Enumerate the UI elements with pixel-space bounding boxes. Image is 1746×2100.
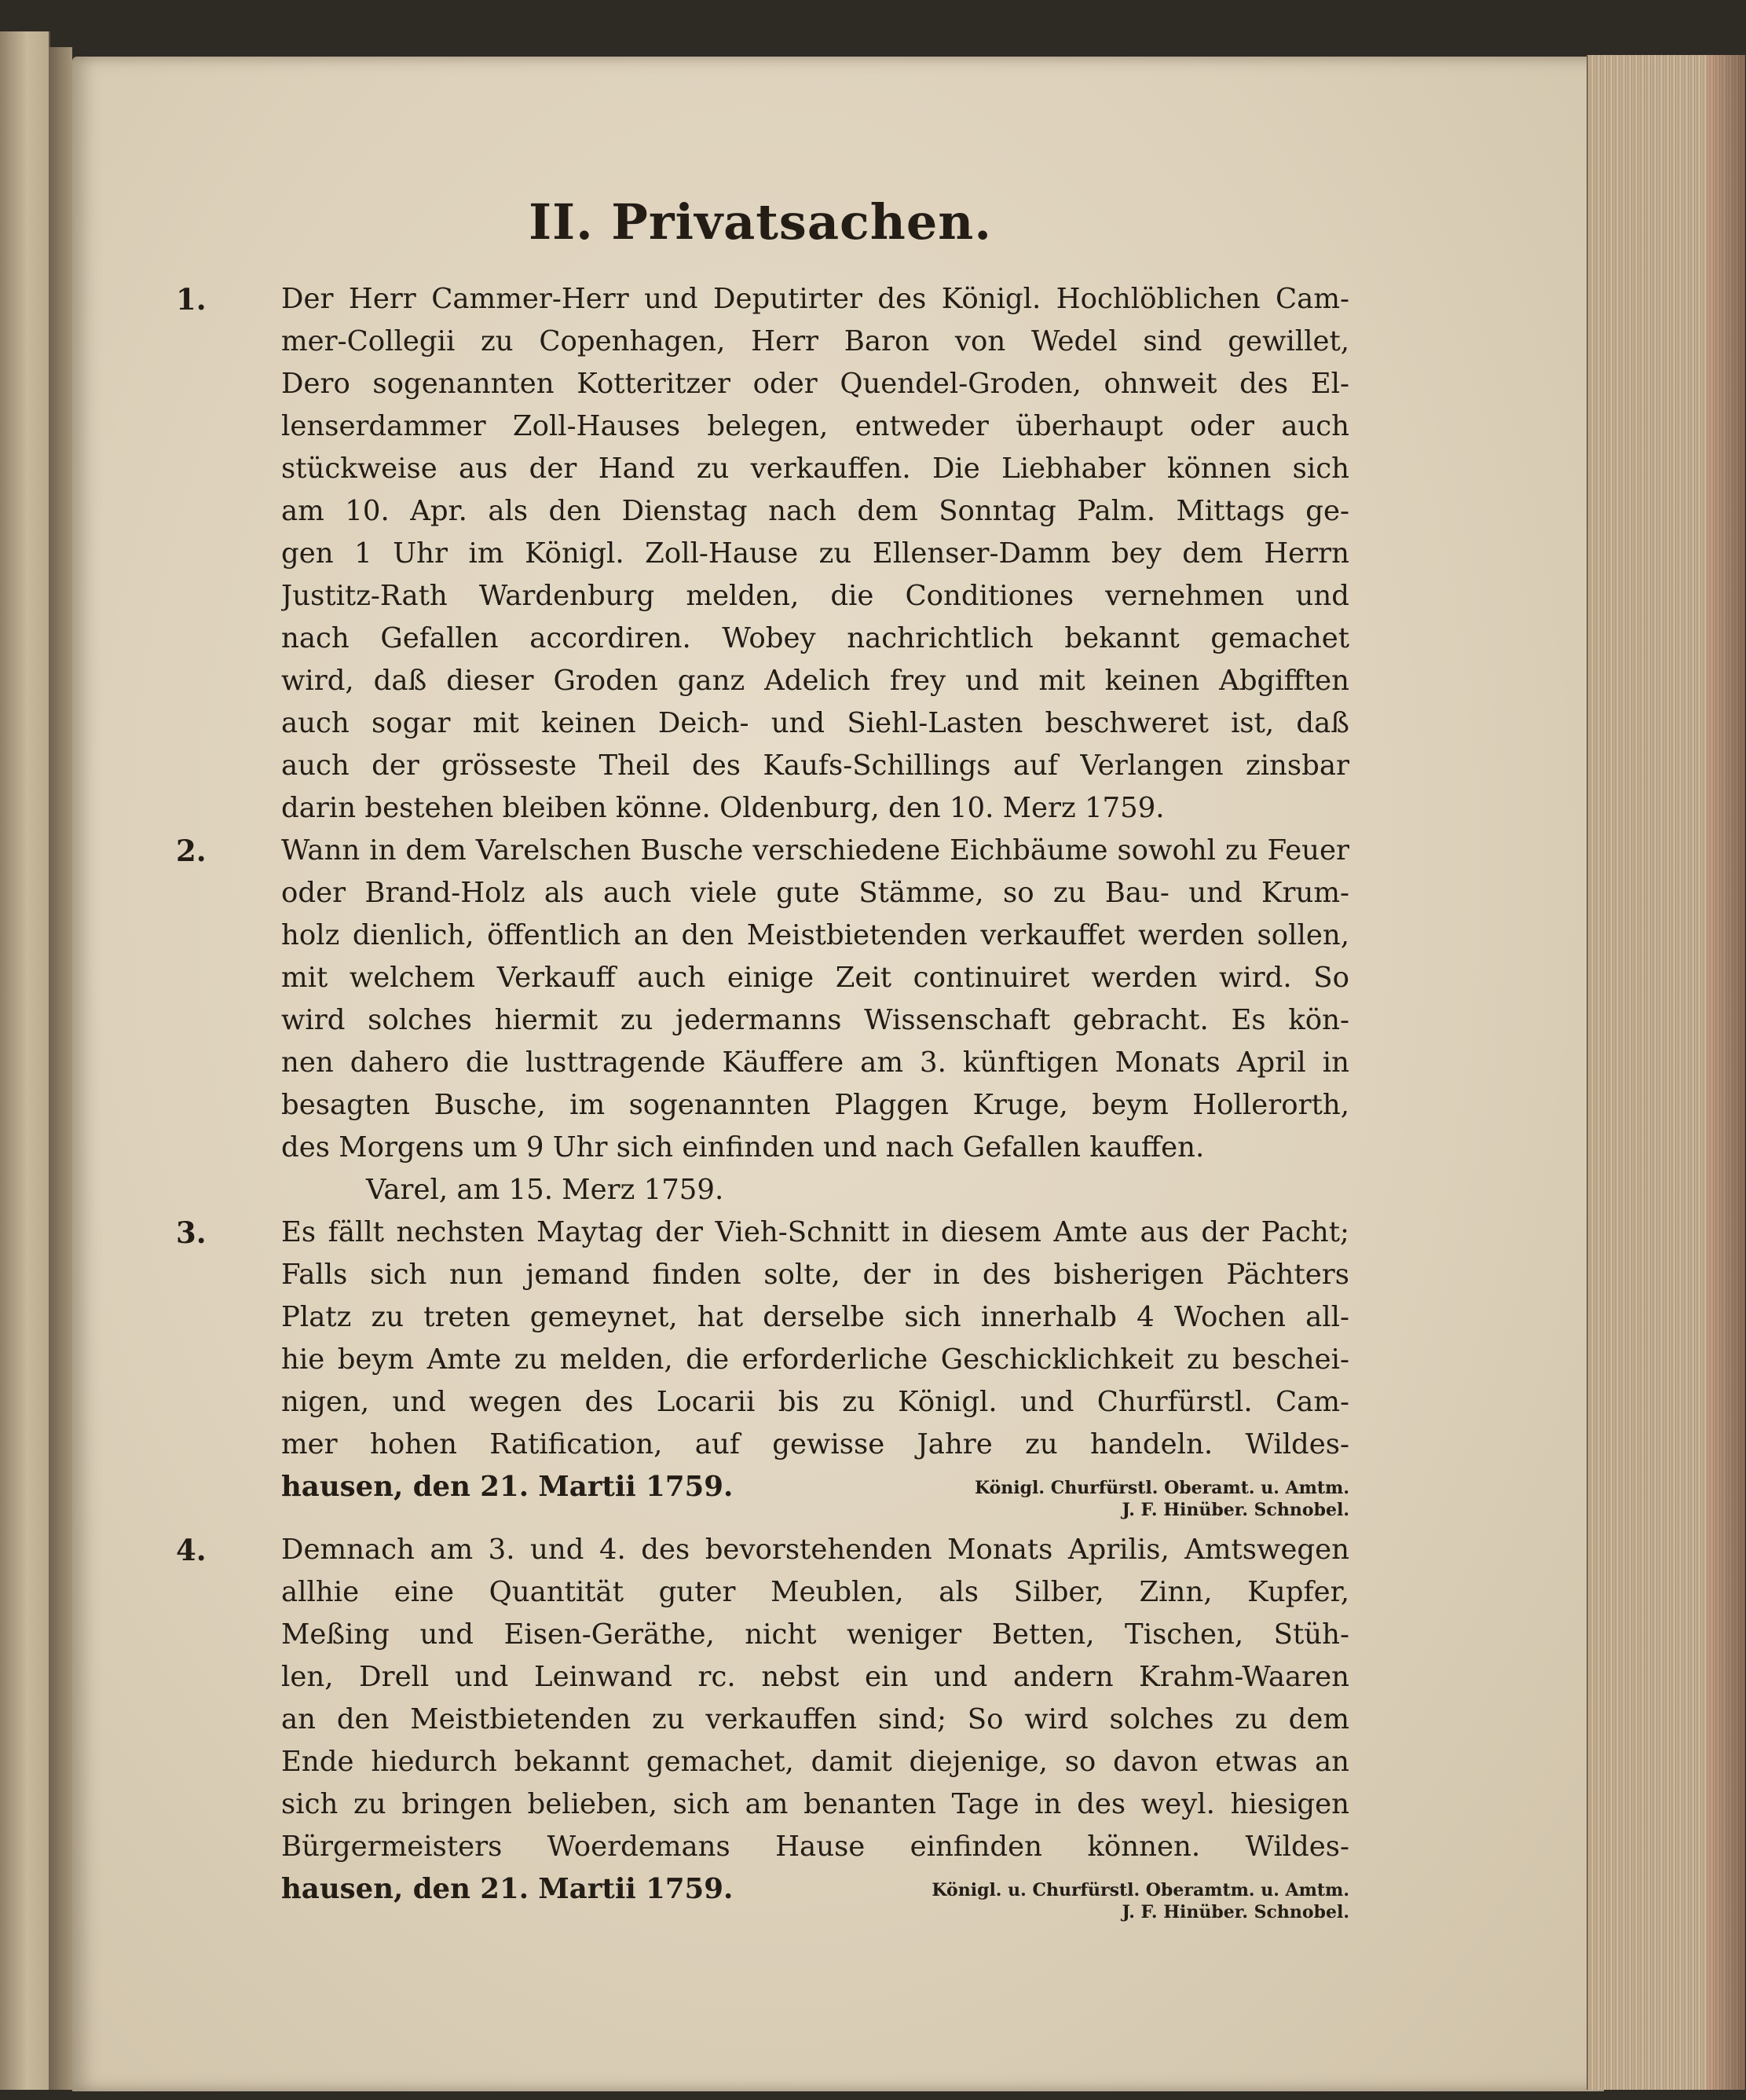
place-date: Varel, am 15. Merz 1759. <box>366 1174 724 1206</box>
text-line: allhie eine Quantität guter Meublen, als Silber, Zinn, Kupfer, <box>281 1576 1349 1608</box>
entry-number: 4. <box>176 1533 207 1567</box>
text-line: auch der grösseste Theil des Kaufs-Schillings auf Verlangen zinsbar <box>281 749 1349 782</box>
left-page-edge <box>0 31 50 2090</box>
text-line: mer hohen Ratification, auf gewisse Jahre zu handeln. Wildes- <box>281 1428 1349 1460</box>
text-line: Dero sogenannten Kotteritzer oder Quendel-Groden, ohnweit des El- <box>281 368 1349 400</box>
text-line: darin bestehen bleiben könne. Oldenburg, den 10. Merz 1759. <box>281 792 1165 824</box>
place-date: hausen, den 21. Martii 1759. <box>281 1873 734 1905</box>
entry-2 <box>171 830 1349 1211</box>
text-line: wird, daß dieser Groden ganz Adelich frey und mit keinen Abgifften <box>281 665 1349 697</box>
text-line: auch sogar mit keinen Deich- und Siehl-Lasten beschweret ist, daß <box>281 707 1349 739</box>
text-line: des Morgens um 9 Uhr sich einfinden und nach Gefallen kauffen. <box>281 1131 1205 1164</box>
office-title: Königl. u. Churfürstl. Oberamtm. u. Amtm. <box>932 1880 1349 1900</box>
book-gutter <box>49 47 72 2090</box>
entry-number: 1. <box>176 282 207 317</box>
signatory-names: J. F. Hinüber. Schnobel. <box>1122 1902 1349 1922</box>
entry-number: 3. <box>176 1215 207 1250</box>
signatories <box>975 1466 1349 1521</box>
signatory-names: J. F. Hinüber. Schnobel. <box>1122 1500 1349 1520</box>
text-line: nigen, und wegen des Locarii bis zu Königl. und Churfürstl. Cam- <box>281 1386 1349 1418</box>
entry-number: 2. <box>176 834 207 868</box>
text-line: Der Herr Cammer-Herr und Deputirter des Königl. Hochlöblichen Cam- <box>281 283 1349 315</box>
text-line: Justitz-Rath Wardenburg melden, die Conditiones vernehmen und <box>281 580 1349 612</box>
signature-block <box>281 1466 1349 1529</box>
text-line: Ende hiedurch bekannt gemachet, damit diejenige, so davon etwas an <box>281 1746 1349 1778</box>
text-line: nen dahero die lusttragende Käuffere am 3. künftigen Monats April in <box>281 1046 1349 1079</box>
text-line: besagten Busche, im sogenannten Plaggen Kruge, beym Hollerorth, <box>281 1089 1349 1121</box>
text-line: nach Gefallen accordiren. Wobey nachrichtlich bekannt gemachet <box>281 622 1349 654</box>
text-line: sich zu bringen belieben, sich am benanten Tage in des weyl. hiesigen <box>281 1788 1349 1820</box>
page-edges <box>1587 55 1745 2090</box>
text-line: oder Brand-Holz als auch viele gute Stämme, so zu Bau- und Krum- <box>281 877 1349 909</box>
text-line: Demnach am 3. und 4. des bevorstehenden Monats Aprilis, Amtswegen <box>281 1534 1349 1566</box>
text-line: mit welchem Verkauff auch einige Zeit continuiret werden wird. So <box>281 962 1349 994</box>
section-heading: II. Privatsachen. <box>529 193 992 251</box>
text-line: hie beym Amte zu melden, die erforderliche Geschicklichkeit zu beschei- <box>281 1343 1349 1376</box>
text-line: am 10. Apr. als den Dienstag nach dem Sonntag Palm. Mittags ge- <box>281 495 1349 527</box>
text-block <box>171 189 1349 1931</box>
text-line: len, Drell und Leinwand rc. nebst ein und andern Krahm-Waaren <box>281 1661 1349 1693</box>
entry-1 <box>171 278 1349 830</box>
text-line: an den Meistbietenden zu verkauffen sind; So wird solches zu dem <box>281 1703 1349 1735</box>
text-line: Bürgermeisters Woerdemans Hause einfinden können. Wildes- <box>281 1831 1349 1863</box>
text-line: Wann in dem Varelschen Busche verschiedene Eichbäume sowohl zu Feuer <box>281 834 1349 867</box>
text-line: Es fällt nechsten Maytag der Vieh-Schnitt in diesem Amte aus der Pacht; <box>281 1216 1349 1248</box>
text-line: mer-Collegii zu Copenhagen, Herr Baron von Wedel sind gewillet, <box>281 325 1349 357</box>
office-title: Königl. Churfürstl. Oberamt. u. Amtm. <box>975 1478 1349 1498</box>
signature-block <box>281 1868 1349 1931</box>
text-line: Meßing und Eisen-Geräthe, nicht weniger Betten, Tischen, Stüh- <box>281 1618 1349 1651</box>
text-line: gen 1 Uhr im Königl. Zoll-Hause zu Ellenser-Damm bey dem Herrn <box>281 537 1349 570</box>
text-line: wird solches hiermit zu jedermanns Wissenschaft gebracht. Es kön- <box>281 1004 1349 1036</box>
text-line: Platz zu treten gemeynet, hat derselbe sich innerhalb 4 Wochen all- <box>281 1301 1349 1333</box>
text-line: holz dienlich, öffentlich an den Meistbietenden verkauffet werden sollen, <box>281 919 1349 951</box>
entry-4 <box>171 1529 1349 1931</box>
text-line: lenserdammer Zoll-Hauses belegen, entweder überhaupt oder auch <box>281 410 1349 442</box>
place-date: hausen, den 21. Martii 1759. <box>281 1471 734 1503</box>
text-line: stückweise aus der Hand zu verkauffen. Die Liebhaber können sich <box>281 453 1349 485</box>
signatories <box>932 1868 1349 1923</box>
entry-3 <box>171 1211 1349 1529</box>
text-line: Falls sich nun jemand finden solte, der in des bisherigen Pächters <box>281 1259 1349 1291</box>
